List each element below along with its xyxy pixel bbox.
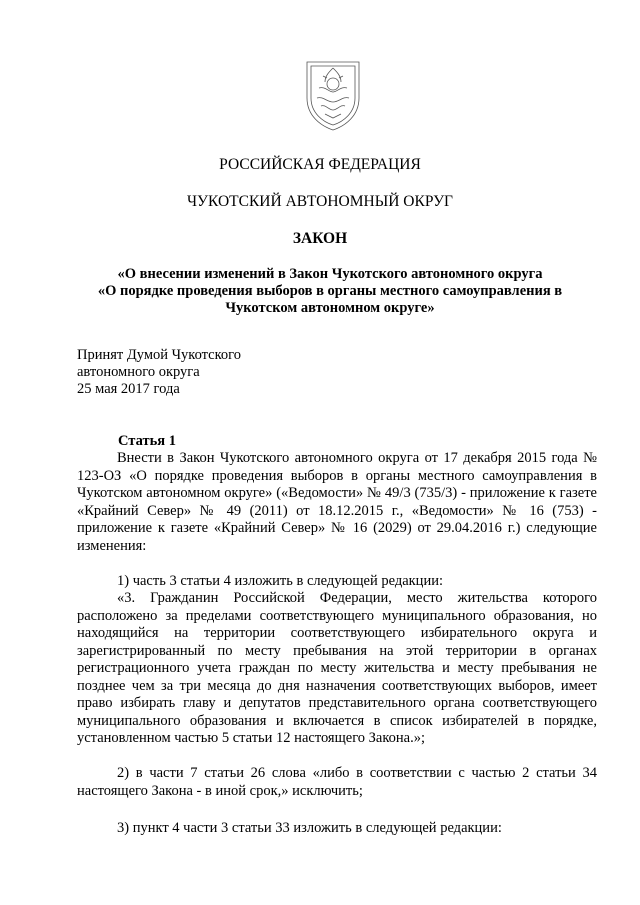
law-title-line-3: Чукотском автономном округе»	[225, 300, 435, 316]
amendment-item-1-text: «3. Гражданин Российской Федерации, место жительства которого расположено за пределами соответствующего муниципального образования, но находящийся на территории соответствующего избирательного округа и зарегистрированный по месту пребывания на этой территории в органах регистрационного учета граждан по месту жительства и месту пребывания не позднее чем за три месяца до дня назначения соответствующих выборов, имеет право избирать главу и депутатов представительного органа соответствующего муниципального образования и включается в список избирателей в порядке, установленном частью 5 статьи 12 настоящего Закона.»;	[77, 590, 597, 746]
amendment-item-2: 2) в части 7 статьи 26 слова «либо в соответствии с частью 2 статьи 34 настоящего Закона - в иной срок,» исключить;	[77, 765, 597, 799]
adoption-block	[77, 347, 241, 398]
article-heading: Статья 1	[118, 433, 176, 449]
article-intro-paragraph: Внести в Закон Чукотского автономного округа от 17 декабря 2015 года № 123-ОЗ «О порядке проведения выборов в органы местного самоуправления в Чукотском автономном округе» («Ведомости» № 49/3 (735/3) - приложение к газете «Крайний Север» № 49 (2011) от 18.12.2015 г., «Ведомости» № 16 (753) - приложение к газете «Крайний Север» № 16 (2029) от 29.04.2016 г.) следующие изменения:	[77, 450, 597, 554]
header-federation: РОССИЙСКАЯ ФЕДЕРАЦИЯ	[219, 156, 421, 173]
law-title-line-1: «О внесении изменений в Закон Чукотского автономного округа	[117, 266, 543, 282]
adoption-line-1: Принят Думой Чукотского	[77, 347, 242, 363]
coat-of-arms-emblem	[303, 58, 363, 132]
law-title-line-2: «О порядке проведения выборов в органы местного самоуправления в	[97, 283, 563, 299]
document-type: ЗАКОН	[292, 230, 348, 247]
header-okrug: ЧУКОТСКИЙ АВТОНОМНЫЙ ОКРУГ	[186, 193, 454, 210]
amendment-item-3: 3) пункт 4 части 3 статьи 33 изложить в следующей редакции:	[117, 820, 502, 836]
amendment-item-1: 1) часть 3 статьи 4 изложить в следующей редакции:	[117, 573, 443, 589]
adoption-line-2: автономного округа	[77, 364, 200, 380]
law-title	[80, 266, 580, 317]
adoption-date: 25 мая 2017 года	[77, 381, 180, 397]
